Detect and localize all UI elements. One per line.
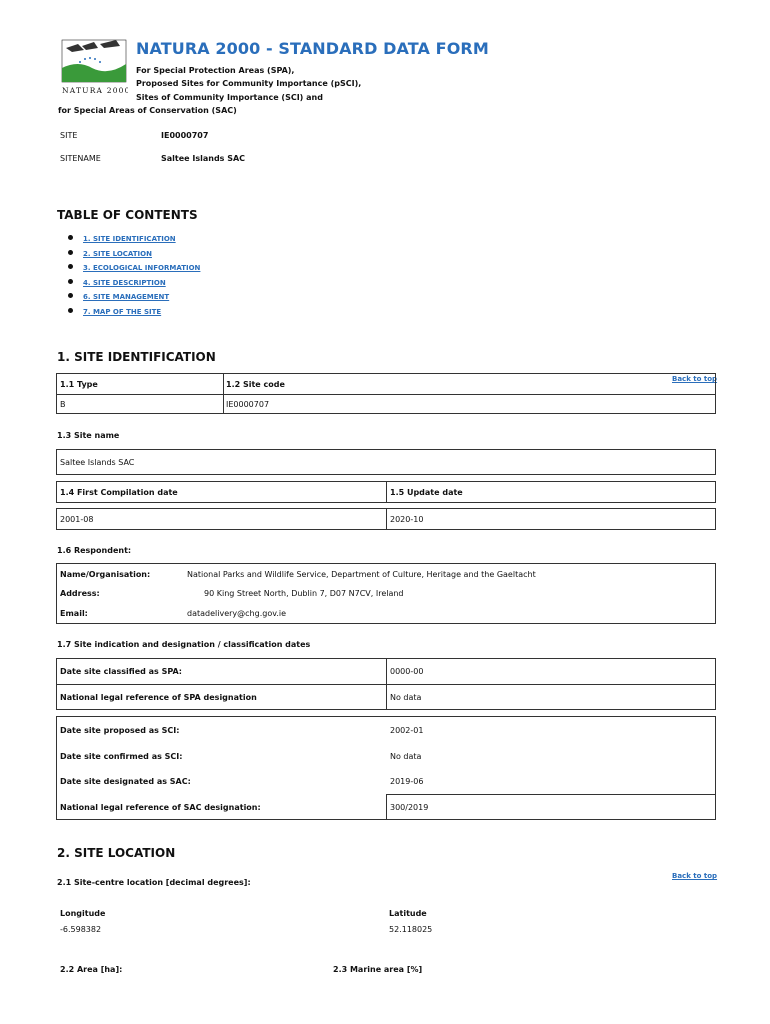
- latitude-value: 52.118025: [389, 925, 433, 934]
- bullet-icon: [68, 235, 73, 240]
- type-code-table: [56, 373, 716, 414]
- email-value[interactable]: datadelivery@chg.gov.ie: [187, 609, 287, 618]
- subtitle-line-1: For Special Protection Areas (SPA),: [136, 66, 295, 75]
- bullet-icon: [68, 308, 73, 313]
- type-value: B: [60, 400, 66, 409]
- dates-value-row: [56, 508, 716, 530]
- bullet-icon: [68, 293, 73, 298]
- respondent-label: 1.6 Respondent:: [57, 546, 132, 555]
- sitename-label: SITENAME: [60, 154, 101, 163]
- sci-confirmed-value: No data: [390, 752, 422, 761]
- toc-item: [68, 235, 176, 243]
- code-label: 1.2 Site code: [226, 380, 285, 389]
- sci-table: [56, 716, 716, 820]
- email-label: Email:: [60, 609, 88, 618]
- page-title: NATURA 2000 - STANDARD DATA FORM: [136, 39, 489, 58]
- toc-link-description[interactable]: 4. SITE DESCRIPTION: [83, 279, 166, 287]
- spa-legal-ref-value: No data: [390, 693, 422, 702]
- sac-designated-value: 2019-06: [390, 777, 424, 786]
- bullet-icon: [68, 250, 73, 255]
- address-value: 90 King Street North, Dublin 7, D07 N7CV, Ireland: [204, 589, 404, 598]
- longitude-value: -6.598382: [60, 925, 102, 934]
- spa-table: [56, 658, 716, 710]
- spa-legal-ref-label: National legal reference of SPA designation: [60, 693, 257, 702]
- toc-link-ecological[interactable]: 3. ECOLOGICAL INFORMATION: [83, 264, 201, 272]
- site-name-label: 1.3 Site name: [57, 431, 120, 440]
- natura-2000-logo: [58, 38, 128, 96]
- toc-item: [68, 308, 161, 316]
- first-compilation-value: 2001-08: [60, 515, 94, 524]
- site-name-box: [56, 449, 716, 475]
- section-2-heading: 2. SITE LOCATION: [57, 846, 176, 860]
- section-1-heading: 1. SITE IDENTIFICATION: [57, 350, 216, 364]
- bullet-icon: [68, 279, 73, 284]
- site-name-value: Saltee Islands SAC: [60, 458, 135, 467]
- toc-heading: TABLE OF CONTENTS: [57, 208, 198, 222]
- designation-label: 1.7 Site indication and designation / classification dates: [57, 640, 311, 649]
- toc-link-identification[interactable]: 1. SITE IDENTIFICATION: [83, 235, 176, 243]
- toc-item: [68, 250, 152, 258]
- dates-header-row: [56, 481, 716, 503]
- type-label: 1.1 Type: [60, 380, 98, 389]
- back-to-top-link[interactable]: Back to top: [672, 872, 718, 880]
- area-label: 2.2 Area [ha]:: [60, 965, 123, 974]
- sci-confirmed-label: Date site confirmed as SCI:: [60, 752, 183, 761]
- update-date-value: 2020-10: [390, 515, 424, 524]
- code-value: IE0000707: [226, 400, 270, 409]
- sac-legal-ref-label: National legal reference of SAC designation:: [60, 803, 261, 812]
- toc-item: [68, 279, 166, 287]
- subtitle-line-3: Sites of Community Importance (SCI) and: [136, 93, 323, 102]
- marine-area-label: 2.3 Marine area [%]: [333, 965, 423, 974]
- toc-link-map[interactable]: 7. MAP OF THE SITE: [83, 308, 162, 316]
- sac-legal-ref-value: 300/2019: [390, 803, 429, 812]
- sac-designated-label: Date site designated as SAC:: [60, 777, 191, 786]
- toc-link-management[interactable]: 6. SITE MANAGEMENT: [83, 293, 170, 301]
- back-to-top-link[interactable]: Back to top: [672, 375, 718, 383]
- organisation-value: National Parks and Wildlife Service, Department of Culture, Heritage and the Gaeltacht: [187, 570, 536, 579]
- address-label: Address:: [60, 589, 100, 598]
- update-date-label: 1.5 Update date: [390, 488, 463, 497]
- latitude-label: Latitude: [389, 909, 427, 918]
- bullet-icon: [68, 264, 73, 269]
- organisation-label: Name/Organisation:: [60, 570, 151, 579]
- sitename-value: Saltee Islands SAC: [161, 154, 246, 163]
- first-compilation-label: 1.4 First Compilation date: [60, 488, 178, 497]
- toc-item: [68, 264, 200, 272]
- sci-proposed-label: Date site proposed as SCI:: [60, 726, 180, 735]
- site-value: IE0000707: [161, 131, 209, 140]
- site-label: SITE: [60, 131, 78, 140]
- svg-text:NATURA 2000: NATURA 2000: [62, 86, 128, 95]
- spa-classified-value: 0000-00: [390, 667, 424, 676]
- site-centre-label: 2.1 Site-centre location [decimal degrees]:: [57, 878, 251, 887]
- respondent-box: [56, 563, 716, 624]
- sci-proposed-value: 2002-01: [390, 726, 424, 735]
- toc-link-location[interactable]: 2. SITE LOCATION: [83, 250, 152, 258]
- subtitle-line-4: for Special Areas of Conservation (SAC): [58, 106, 237, 115]
- toc-item: [68, 293, 169, 301]
- subtitle-line-2: Proposed Sites for Community Importance (pSCI),: [136, 79, 362, 88]
- spa-classified-label: Date site classified as SPA:: [60, 667, 183, 676]
- longitude-label: Longitude: [60, 909, 106, 918]
